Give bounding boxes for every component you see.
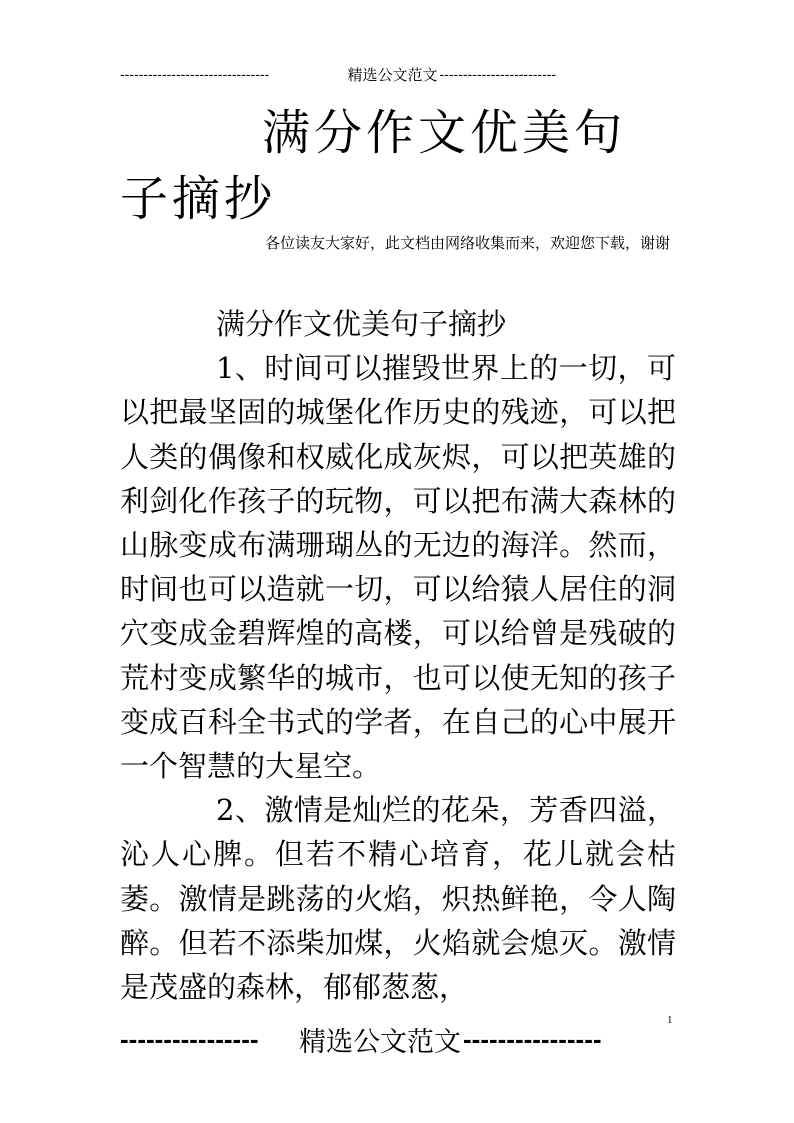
document-body: [120, 302, 676, 1009]
document-title: 满分作文优美句子摘抄: [120, 105, 627, 227]
document-subtitle: 满分作文优美句子摘抄: [216, 307, 507, 341]
footer-label: 精选公文范文: [299, 1026, 461, 1058]
page-header: [120, 62, 665, 86]
paragraph-2: 2、激情是灿烂的花朵，芳香四溢，沁人心脾。但若不精心培育，花儿就会枯萎。激情是跳荡的火焰，炽热鲜艳，令人陶醉。但若不添柴加煤，火焰就会熄灭。激情是茂盛的森林，郁郁葱葱，: [120, 793, 676, 1005]
page-footer: [120, 1022, 640, 1056]
footer-dashes-left: ----------------: [120, 1023, 259, 1054]
header-dashes-left: --------------------------------: [120, 66, 270, 82]
greeting-note: 各位读友大家好，此文档由网络收集而来，欢迎您下载，谢谢: [264, 234, 670, 252]
paragraph-1: 1、时间可以摧毁世界上的一切，可以把最坚固的城堡化作历史的残迹，可以把人类的偶像和权威化成灰烬，可以把英雄的利剑化作孩子的玩物，可以把布满大森林的山脉变成布满珊瑚丛的无边的海洋。然而，时间也可以造就一切，可以给猿人居住的洞穴变成金碧辉煌的高楼，可以给曾是残破的荒村变成繁华的城市，也可以使无知的孩子变成百科全书式的学者，在自己的心中展开一个智慧的大星空。: [120, 351, 676, 784]
footer-dashes-right: ----------------: [463, 1023, 602, 1054]
header-dashes-right: -------------------------: [439, 66, 557, 82]
header-label: 精选公文范文: [347, 65, 438, 84]
page-number: 1: [667, 1014, 673, 1026]
